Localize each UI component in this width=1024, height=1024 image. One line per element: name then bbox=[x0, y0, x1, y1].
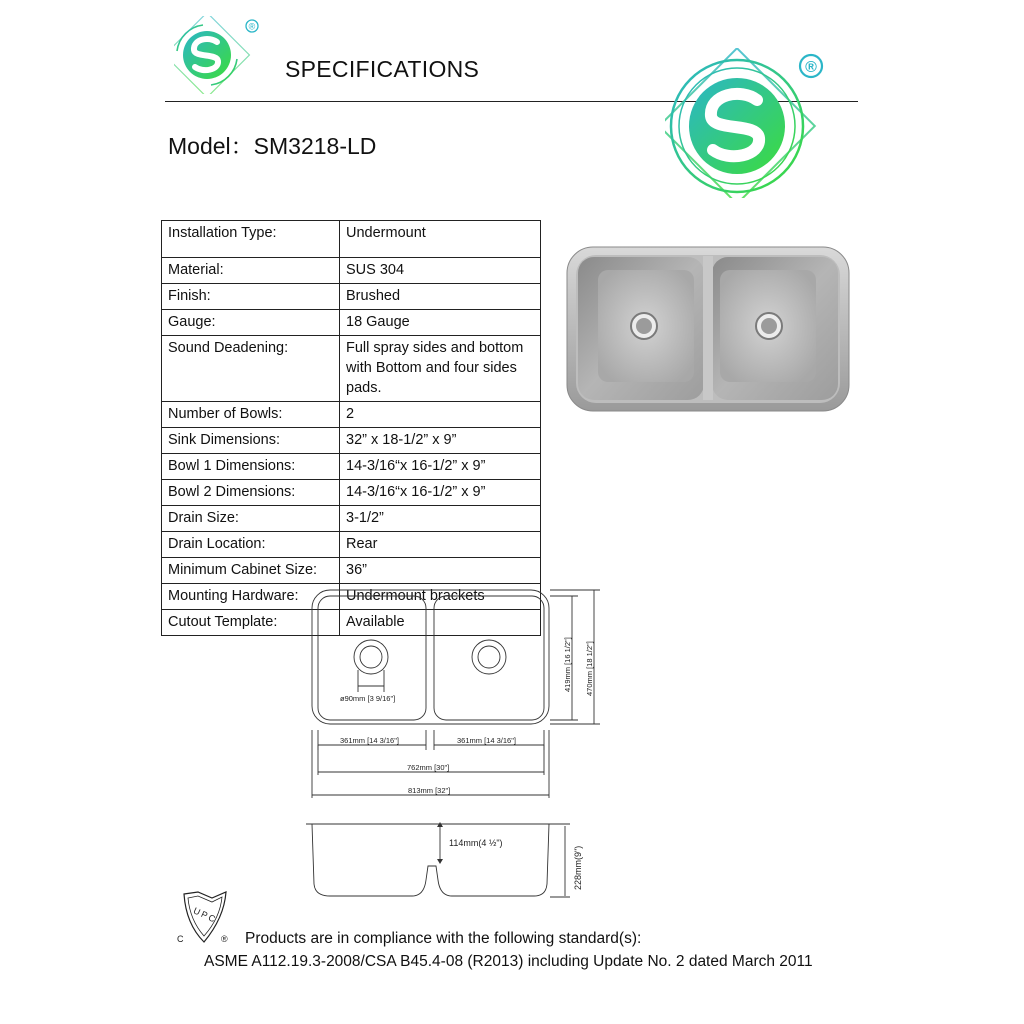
compliance-note: Products are in compliance with the following standard(s): bbox=[245, 930, 642, 947]
spec-row bbox=[162, 506, 541, 532]
spec-row bbox=[162, 310, 541, 336]
dim-divider-height: 114mm(4 ½") bbox=[449, 838, 503, 848]
sink-product-image bbox=[566, 246, 850, 412]
spec-row bbox=[162, 284, 541, 310]
spec-label: Number of Bowls: bbox=[162, 402, 340, 428]
spec-value: SUS 304 bbox=[340, 258, 541, 284]
spec-row bbox=[162, 428, 541, 454]
dim-overall-depth: 470mm [18 1/2"] bbox=[585, 641, 594, 696]
spec-row bbox=[162, 336, 541, 402]
spec-value: Undermount brackets bbox=[340, 584, 541, 610]
spec-value: 36” bbox=[340, 558, 541, 584]
dim-inner-length: 762mm [30"] bbox=[407, 763, 450, 772]
spec-value: Undermount bbox=[340, 221, 541, 258]
spec-row bbox=[162, 532, 541, 558]
spec-value: 18 Gauge bbox=[340, 310, 541, 336]
spec-label: Installation Type: bbox=[162, 221, 340, 258]
spec-label: Cutout Template: bbox=[162, 610, 340, 636]
spec-label: Bowl 1 Dimensions: bbox=[162, 454, 340, 480]
spec-value: 14-3/16“x 16-1/2” x 9” bbox=[340, 454, 541, 480]
upc-text: UPC bbox=[191, 905, 219, 926]
upc-certification-mark bbox=[174, 888, 236, 948]
spec-value: Rear bbox=[340, 532, 541, 558]
spec-row bbox=[162, 258, 541, 284]
upc-c: C bbox=[177, 934, 184, 944]
spec-label: Material: bbox=[162, 258, 340, 284]
model-value: SM3218-LD bbox=[253, 133, 377, 159]
brand-logo-small bbox=[174, 16, 264, 94]
spec-label: Minimum Cabinet Size: bbox=[162, 558, 340, 584]
spec-label: Drain Size: bbox=[162, 506, 340, 532]
top-view-drawing bbox=[300, 580, 620, 805]
spec-row bbox=[162, 402, 541, 428]
spec-label: Bowl 2 Dimensions: bbox=[162, 480, 340, 506]
upc-registered: ® bbox=[221, 934, 228, 944]
spec-label: Gauge: bbox=[162, 310, 340, 336]
dim-overall-height: 228mm(9") bbox=[573, 845, 583, 890]
specifications-table bbox=[161, 220, 541, 636]
spec-value: Full spray sides and bottom with Bottom and four sides pads. bbox=[340, 336, 541, 402]
dim-overall-length: 813mm [32"] bbox=[408, 786, 451, 795]
model-label: Model： bbox=[168, 133, 254, 159]
model-heading bbox=[168, 128, 376, 161]
dim-drain-diameter: ø90mm [3 9/16"] bbox=[340, 694, 396, 703]
spec-label: Sound Deadening: bbox=[162, 336, 340, 402]
spec-label: Sink Dimensions: bbox=[162, 428, 340, 454]
spec-row bbox=[162, 221, 541, 258]
spec-row bbox=[162, 480, 541, 506]
brand-logo-large bbox=[665, 48, 830, 198]
spec-label: Finish: bbox=[162, 284, 340, 310]
registered-mark: ® bbox=[248, 21, 256, 32]
spec-row bbox=[162, 454, 541, 480]
dim-bowl-depth: 419mm [16 1/2"] bbox=[563, 637, 572, 692]
dim-bowl1-width: 361mm [14 3/16"] bbox=[340, 736, 399, 745]
spec-label: Drain Location: bbox=[162, 532, 340, 558]
dim-bowl2-width: 361mm [14 3/16"] bbox=[457, 736, 516, 745]
side-view-drawing bbox=[300, 818, 590, 903]
spec-value: 2 bbox=[340, 402, 541, 428]
registered-mark-large: ® bbox=[805, 59, 817, 76]
spec-value: Brushed bbox=[340, 284, 541, 310]
spec-value: 14-3/16“x 16-1/2” x 9” bbox=[340, 480, 541, 506]
spec-value: 3-1/2” bbox=[340, 506, 541, 532]
spec-label: Mounting Hardware: bbox=[162, 584, 340, 610]
page-title: SPECIFICATIONS bbox=[285, 56, 480, 82]
spec-value: 32” x 18-1/2” x 9” bbox=[340, 428, 541, 454]
spec-value: Available bbox=[340, 610, 541, 636]
compliance-standard: ASME A112.19.3-2008/CSA B45.4-08 (R2013) including Update No. 2 dated March 2011 bbox=[204, 953, 813, 970]
